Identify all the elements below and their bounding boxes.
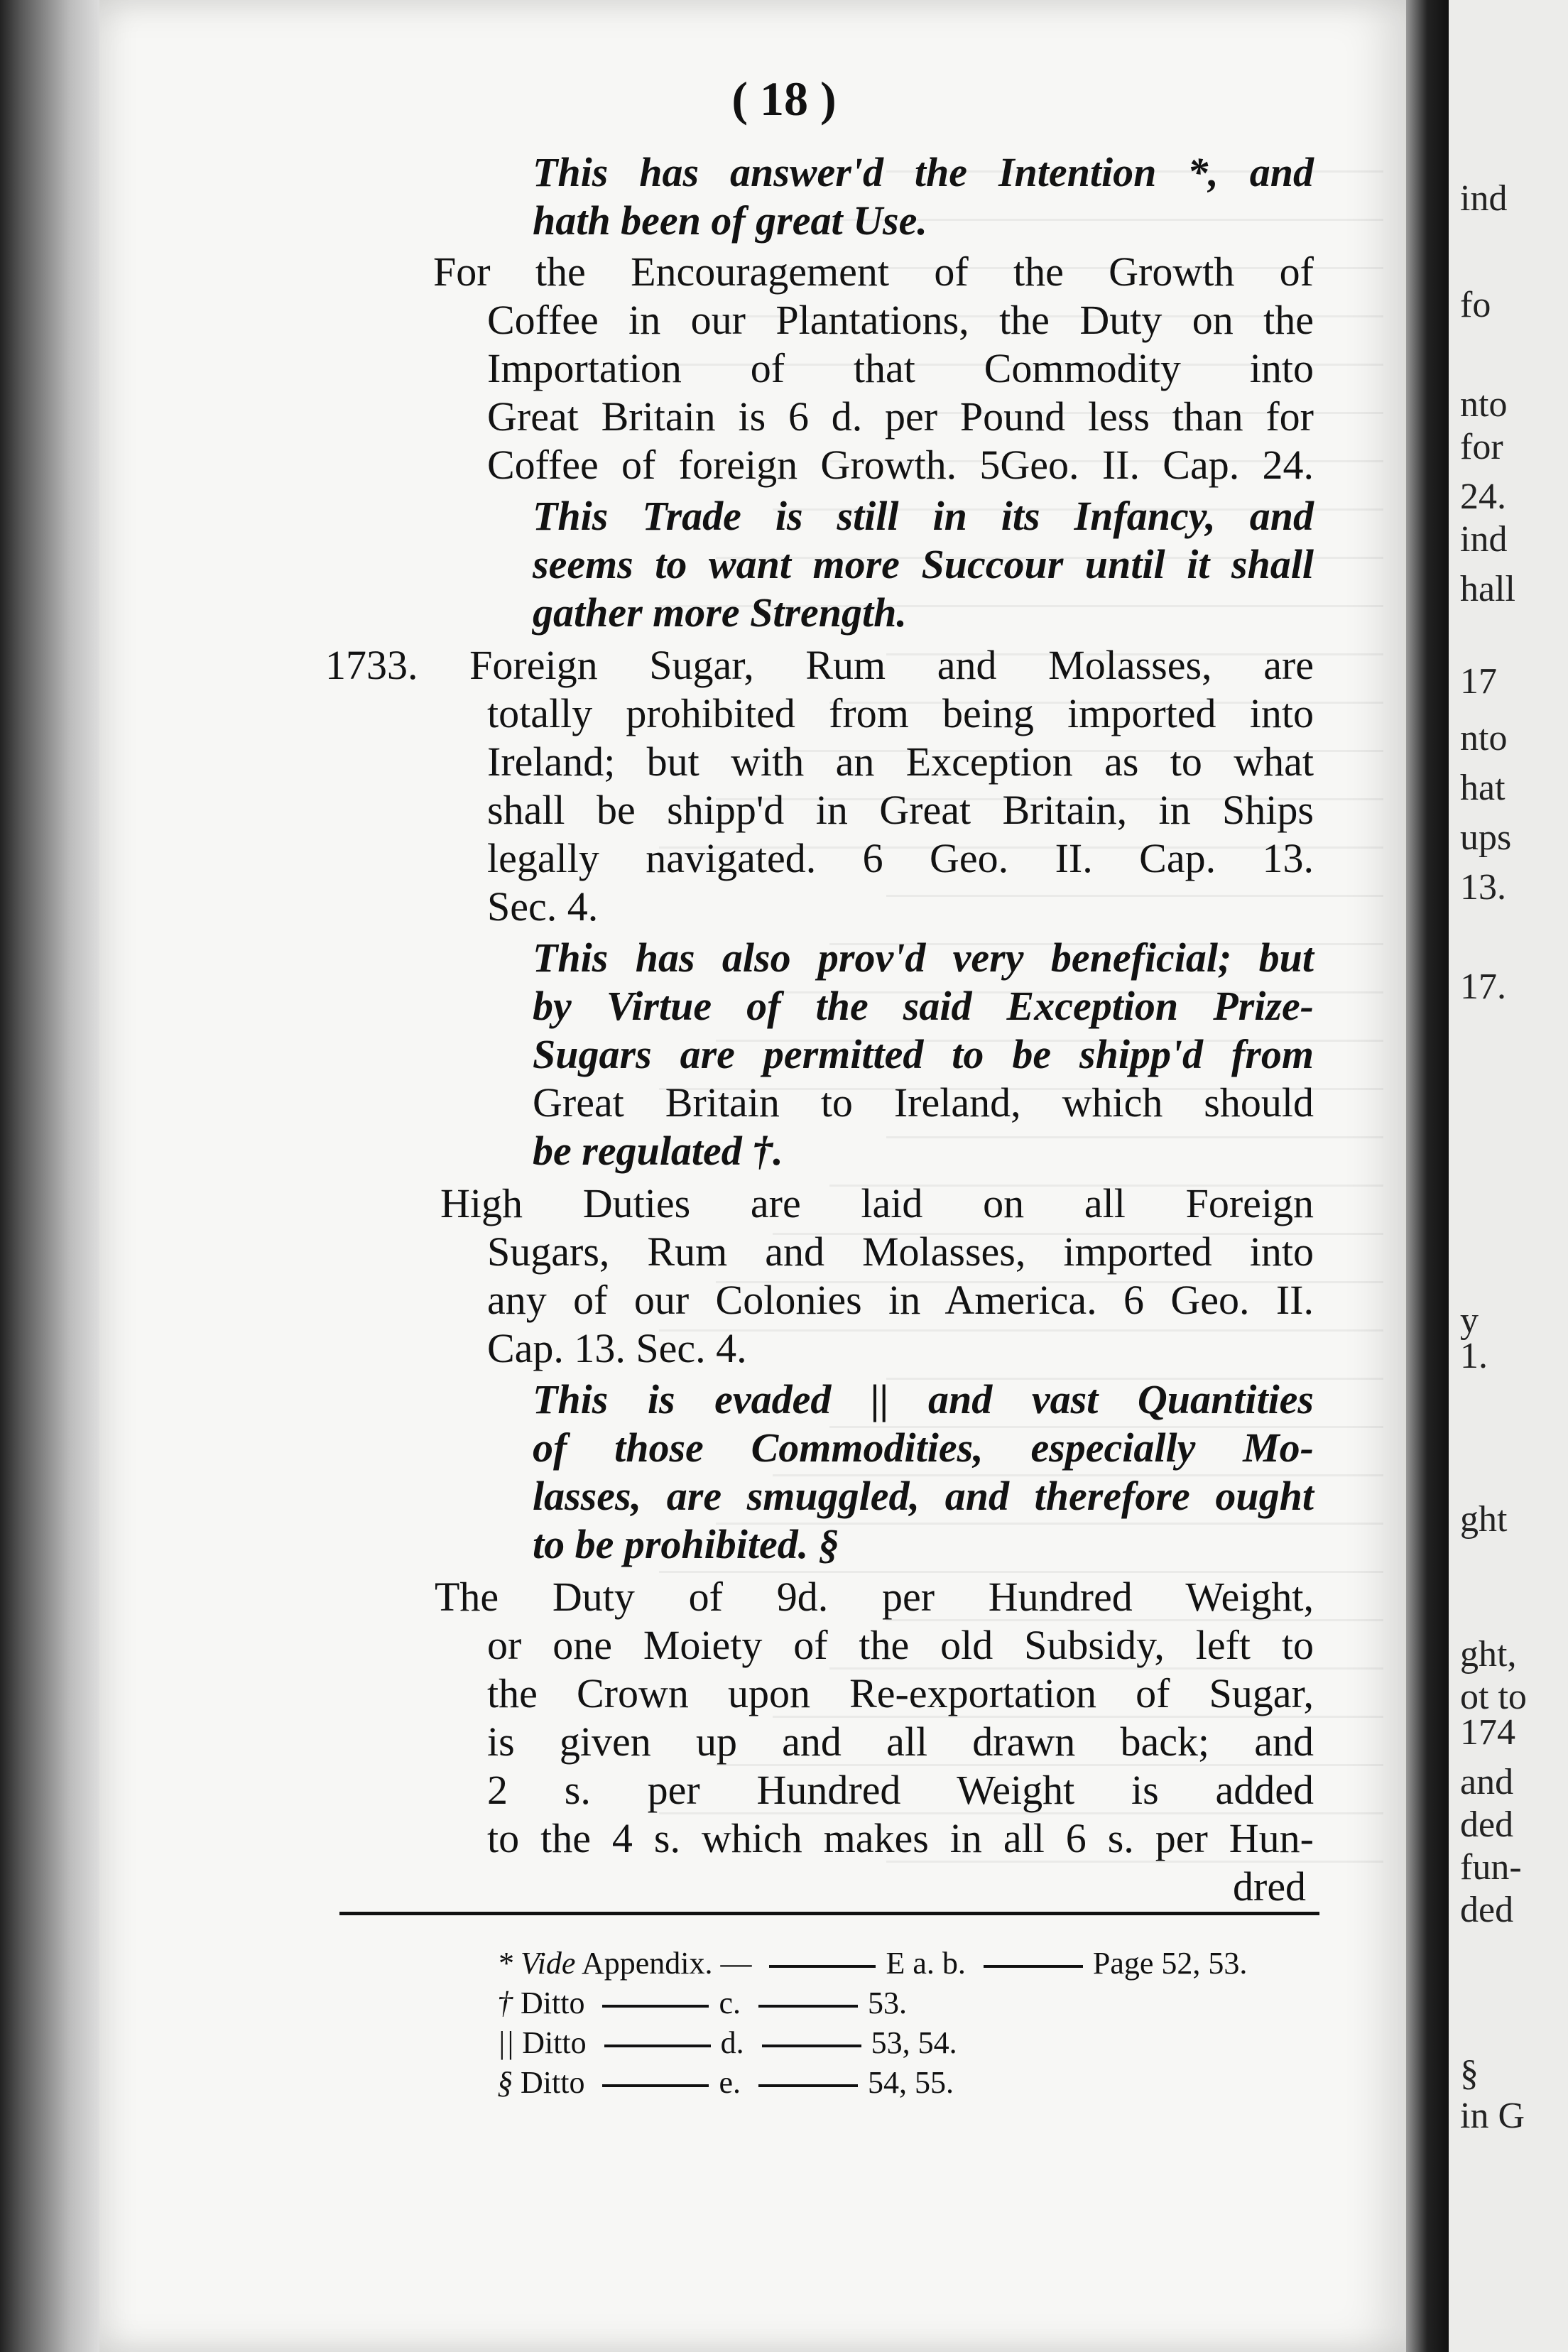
- text-line: High Duties are laid on all Foreign: [440, 1180, 1314, 1226]
- facing-page-fragment: hat: [1460, 768, 1506, 808]
- facing-page-fragment: for: [1460, 427, 1503, 467]
- page-number: ( 18 ): [731, 72, 837, 126]
- facing-page-fragment: 1.: [1460, 1336, 1488, 1376]
- facing-page-fragment: ind: [1460, 519, 1508, 560]
- text-line: Coffee in our Plantations, the Duty on the: [487, 297, 1314, 343]
- facing-page-fragment: 174: [1460, 1712, 1515, 1753]
- text-line: be regulated †.: [533, 1128, 783, 1174]
- book-gutter: [1406, 0, 1449, 2352]
- page-edge-left: [0, 0, 99, 2352]
- bleed-through-ghost: [659, 1329, 1383, 1360]
- text-line: is given up and all drawn back; and: [487, 1719, 1314, 1765]
- text-line: any of our Colonies in America. 6 Geo. II.: [487, 1277, 1314, 1323]
- facing-page-fragment: ind: [1460, 178, 1508, 219]
- footnote-dash: [602, 2084, 709, 2087]
- footnote-letter: d.: [720, 2025, 752, 2060]
- text-line: Sec. 4.: [487, 883, 599, 930]
- text-line: Great Britain to Ireland, which should: [533, 1079, 1314, 1126]
- facing-page-fragment: fun-: [1460, 1847, 1522, 1888]
- footnote-letter: e.: [719, 2065, 748, 2100]
- footnote-mark: §: [497, 2065, 513, 2100]
- footnote-dash: [604, 2045, 711, 2047]
- text-line: Ireland; but with an Exception as to what: [487, 739, 1314, 785]
- text-line: This has answer'd the Intention *, and: [533, 149, 1314, 195]
- facing-page-fragment: nto: [1460, 718, 1508, 758]
- text-line: or one Moiety of the old Subsidy, left to: [487, 1622, 1314, 1668]
- text-line: For the Encouragement of the Growth of: [433, 249, 1314, 295]
- footnote-dash: [758, 2084, 858, 2087]
- facing-page-fragment: ot to: [1460, 1677, 1527, 1717]
- footnote-pages: 53.: [867, 1986, 907, 2020]
- text-line: 1733. Foreign Sugar, Rum and Molasses, are: [325, 642, 1314, 688]
- text-line: totally prohibited from being imported into: [487, 690, 1314, 736]
- facing-page: [1449, 0, 1568, 2352]
- text-line: This Trade is still in its Infancy, and: [533, 493, 1314, 539]
- text-line: of those Commodities, especially Mo-: [533, 1425, 1314, 1471]
- footnote-dash: [769, 1965, 876, 1968]
- bleed-through-ghost: [886, 1861, 1383, 1891]
- facing-page-fragment: nto: [1460, 384, 1508, 425]
- text-line: lasses, are smuggled, and therefore ought: [533, 1473, 1314, 1519]
- footnote-letter: c.: [719, 1986, 748, 2020]
- text-line: hath been of great Use.: [533, 197, 927, 244]
- text-line: Cap. 13. Sec. 4.: [487, 1325, 747, 1371]
- text-line: Great Britain is 6 d. per Pound less than for: [487, 393, 1314, 440]
- text-line: to be prohibited. §: [533, 1521, 839, 1567]
- footnote-entry: [497, 2025, 957, 2061]
- footnote-dash: [762, 2045, 861, 2047]
- footnote-dash: [602, 2005, 709, 2008]
- footnote-rule: [339, 1912, 1319, 1915]
- facing-page-fragment: ups: [1460, 817, 1512, 858]
- footnote-entry: [497, 1946, 1247, 1981]
- text-line: seems to want more Succour until it shall: [533, 541, 1314, 587]
- footnote-entry: [497, 2065, 954, 2101]
- footnote-pages: 54, 55.: [867, 2065, 954, 2100]
- facing-page-fragment: §: [1460, 2053, 1479, 2094]
- text-line: the Crown upon Re-exportation of Sugar,: [487, 1670, 1314, 1716]
- footnote-entry: [497, 1986, 907, 2021]
- footnote-dash: [758, 2005, 858, 2008]
- facing-page-fragment: fo: [1460, 285, 1491, 325]
- facing-page-fragment: ght: [1460, 1499, 1508, 1540]
- bleed-through-ghost: [886, 1136, 1383, 1167]
- facing-page-fragment: hall: [1460, 569, 1515, 609]
- text-line: gather more Strength.: [533, 589, 907, 636]
- footnote-label: Ditto: [513, 1986, 593, 2020]
- text-line: This has also prov'd very beneficial; but: [533, 935, 1314, 981]
- footnote-mark: †: [497, 1986, 513, 2020]
- facing-page-fragment: y: [1460, 1300, 1479, 1341]
- footnote-mark: * Vide: [497, 1946, 576, 1981]
- footnote-mark: ||: [497, 2025, 515, 2060]
- footnote-letter: E a. b.: [886, 1946, 974, 1981]
- text-line: Sugars are permitted to be shipp'd from: [533, 1031, 1314, 1077]
- text-line: The Duty of 9d. per Hundred Weight,: [435, 1574, 1314, 1620]
- footnote-label: Ditto: [514, 2025, 594, 2060]
- footnote-label: Appendix. —: [575, 1946, 760, 1981]
- facing-page-fragment: 24.: [1460, 477, 1506, 517]
- text-line: Sugars, Rum and Molasses, imported into: [487, 1229, 1314, 1275]
- footnote-pages: 53, 54.: [871, 2025, 957, 2060]
- bleed-through-ghost: [886, 895, 1383, 925]
- text-line: 2 s. per Hundred Weight is added: [487, 1767, 1314, 1813]
- footnote-label: Ditto: [513, 2065, 593, 2100]
- facing-page-fragment: and: [1460, 1762, 1514, 1802]
- footnote-dash: [984, 1965, 1083, 1968]
- text-line: Importation of that Commodity into: [487, 345, 1314, 391]
- facing-page-fragment: 17: [1460, 661, 1497, 702]
- text-line: by Virtue of the said Exception Prize-: [533, 983, 1314, 1029]
- facing-page-fragment: ded: [1460, 1890, 1514, 1930]
- facing-page-fragment: 13.: [1460, 867, 1506, 908]
- text-line: Coffee of foreign Growth. 5Geo. II. Cap. 24.: [487, 442, 1314, 488]
- facing-page-fragment: 17.: [1460, 967, 1506, 1007]
- facing-page-fragment: ded: [1460, 1804, 1514, 1845]
- facing-page-fragment: ght,: [1460, 1634, 1517, 1675]
- text-line: to the 4 s. which makes in all 6 s. per Hun-: [487, 1815, 1314, 1861]
- text-line: This is evaded || and vast Quantities: [533, 1376, 1314, 1422]
- text-line: legally navigated. 6 Geo. II. Cap. 13.: [487, 835, 1314, 881]
- text-line: dred: [1233, 1863, 1307, 1910]
- footnote-pages: Page 52, 53.: [1092, 1946, 1248, 1981]
- facing-page-fragment: in G: [1460, 2096, 1525, 2136]
- text-line: shall be shipp'd in Great Britain, in Ships: [487, 787, 1314, 833]
